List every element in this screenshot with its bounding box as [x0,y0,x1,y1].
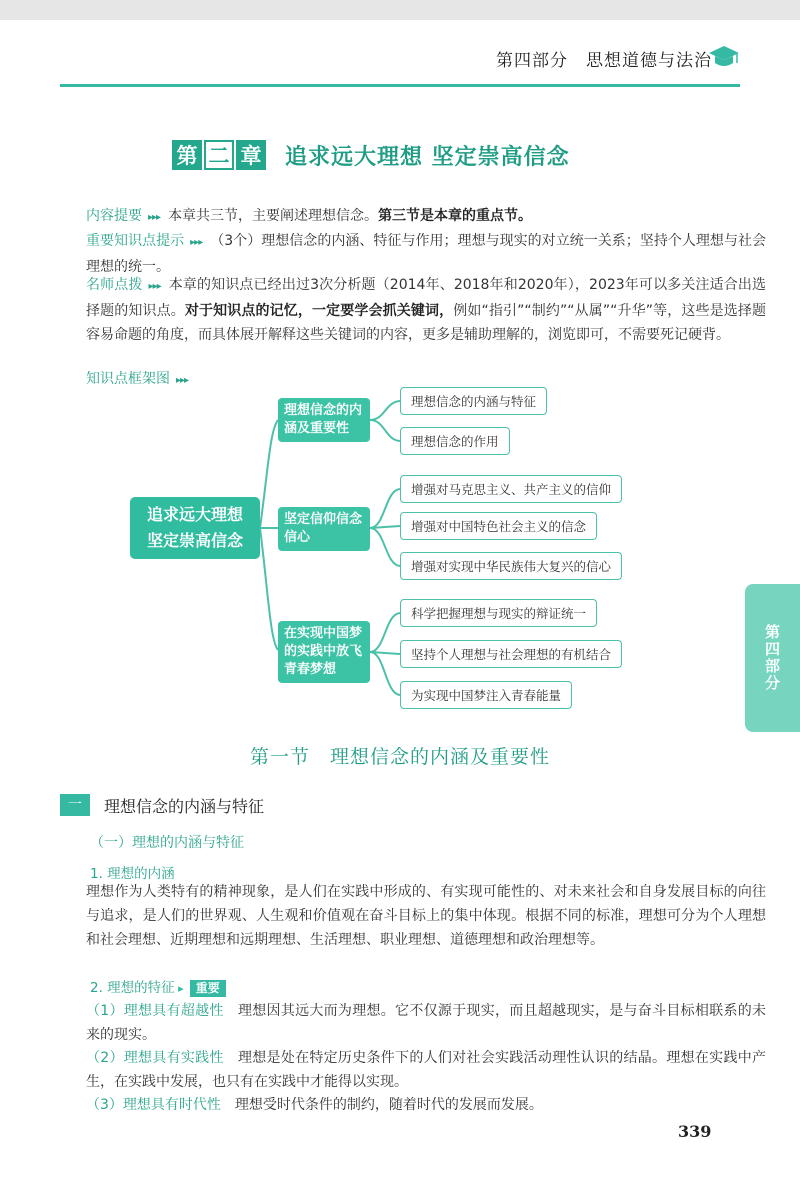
mindmap-leaf: 为实现中国梦注入青春能量 [400,681,572,709]
feature-paragraph [60,1093,766,1117]
map-label: 知识点框架图 [86,371,170,387]
tag-arrow-icon: ▸ [174,982,184,995]
mindmap-leaf: 科学把握理想与现实的辩证统一 [400,599,597,627]
summary-label: 内容提要 [86,208,142,224]
arrow-icon: ▸▸▸ [148,281,161,292]
page-number: 339 [678,1122,712,1141]
feature-paragraph [60,999,766,1047]
mindmap-branch: 坚定信仰信念信心 [278,507,370,551]
summary-bold: 第三节是本章的重点节。 [378,208,533,224]
feature-label: （1）理想具有超越性 [86,1003,224,1019]
chapter-title: 追求远大理想 坚定崇高信念 [285,145,570,170]
side-tab [745,584,800,732]
mindmap-leaf: 理想信念的内涵与特征 [400,387,547,415]
tips-text-2: 例如“指引”“制约”“从属”“升华”等，这些是选择题容易命题的角度，而具体展开解释这些关键词的内容，更多是辅助理解的，浏览即可，不需要死记硬背。 [86,303,767,343]
mindmap-leaf: 理想信念的作用 [400,427,510,455]
feature-label: （3）理想具有时代性 [86,1097,221,1113]
subsection-title: 理想信念的内涵与特征 [104,797,265,816]
arrow-icon: ▸▸▸ [176,375,189,386]
summary-text: 本章共三节，主要阐述理想信念。 [168,208,379,224]
ideal-definition-paragraph: 理想作为人类特有的精神现象，是人们在实践中形成的、有实现可能性的、对未来社会和自身发展目标的向往与追求，是人们的世界观、人生观和价值观在奋斗目标上的集中体现。根据不同的标准，理想可分为个人理想和社会理想、近期理想和远期理想、生活理想、职业理想、道德理想和政治理想等。 [86,884,766,948]
subsection-number: 一 [60,794,90,816]
mindmap-center [130,497,260,559]
mindmap-leaf: 增强对中国特色社会主义的信念 [400,512,597,540]
tips-bold: 对于知识点的记忆，一定要学会抓关键词， [184,303,454,319]
chapter-badge-char: 第 [172,140,202,170]
mindmap-center-line: 追求远大理想 [146,505,243,524]
part-title: 第四部分 思想道德与法治 [496,51,712,71]
key-points-text: （3个）理想信念的内涵、特征与作用；理想与现实的对立统一关系；坚持个人理想与社会理想的统一。 [86,233,767,275]
arrow-icon: ▸▸▸ [148,212,161,223]
arrow-icon: ▸▸▸ [190,237,203,248]
feature-label: （2）理想具有实践性 [86,1050,224,1066]
tips-label: 名师点拨 [86,277,143,293]
mindmap-branch: 在实现中国梦的实践中放飞青春梦想 [278,621,370,683]
part-heading: （一）理想的内涵与特征 [90,835,244,851]
mindmap-branch: 理想信念的内涵及重要性 [278,398,370,442]
item-heading-text: 2. 理想的特征 [90,980,175,996]
item-heading-features [90,976,226,997]
feature-text: 理想因其远大而为理想。它不仅源于现实，而且超越现实，是与奋斗目标相联系的未来的现实。 [86,1003,766,1043]
mindmap-center-line: 坚定崇高信念 [146,531,243,550]
tips-text-1: 本章的知识点已经出过3次分析题（2014年、2018年和2020年），2023年可以多关注适合出选择题的知识点。 [86,277,767,319]
chapter-badge-char: 二 [204,140,234,170]
key-points-label: 重要知识点提示 [86,233,185,249]
important-tag: 重要 [190,980,226,997]
feature-text: 理想是处在特定历史条件下的人们对社会实践活动理性认识的结晶。理想在实践中产生，在实践中发展，也只有在实践中才能得以实现。 [86,1050,766,1090]
item-heading: 1. 理想的内涵 [90,866,175,882]
mindmap-leaf: 增强对实现中华民族伟大复兴的信心 [400,552,622,580]
feature-text: 理想受时代条件的制约，随着时代的发展而发展。 [234,1097,543,1113]
feature-paragraph [60,1046,766,1094]
mindmap-leaf: 坚持个人理想与社会理想的有机结合 [400,640,622,668]
section-title: 第一节 理想信念的内涵及重要性 [249,746,550,768]
side-tab-label: 第四部分 [763,624,781,692]
chapter-badge-char: 章 [236,140,266,170]
mindmap-leaf: 增强对马克思主义、共产主义的信仰 [400,475,622,503]
